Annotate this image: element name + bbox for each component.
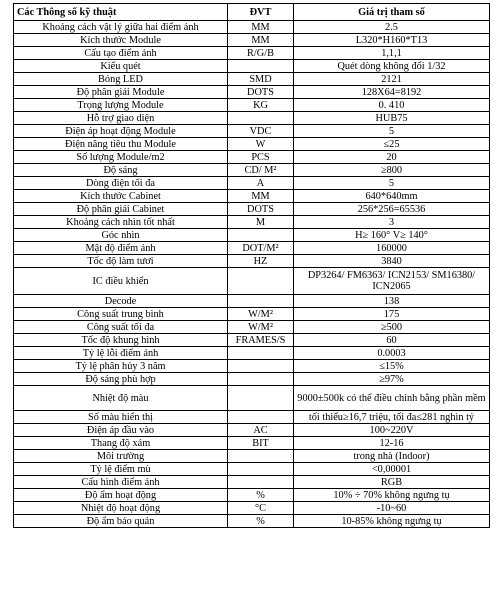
parameter-cell: Bóng LED bbox=[14, 73, 228, 86]
value-cell: trong nhà (Indoor) bbox=[294, 450, 490, 463]
table-row bbox=[14, 99, 490, 112]
parameter-cell: Điện áp hoạt động Module bbox=[14, 125, 228, 138]
table-row bbox=[14, 125, 490, 138]
value-cell: 3 bbox=[294, 216, 490, 229]
table-row bbox=[14, 203, 490, 216]
value-cell: 2.5 bbox=[294, 21, 490, 34]
value-cell: 5 bbox=[294, 125, 490, 138]
table-row bbox=[14, 112, 490, 125]
unit-cell: % bbox=[228, 489, 294, 502]
value-cell: 160000 bbox=[294, 242, 490, 255]
value-cell: 175 bbox=[294, 308, 490, 321]
unit-cell: W bbox=[228, 138, 294, 151]
parameter-cell: Độ phân giải Module bbox=[14, 86, 228, 99]
parameter-cell: Khoảng cách nhìn tốt nhất bbox=[14, 216, 228, 229]
value-cell: 3840 bbox=[294, 255, 490, 268]
value-cell: H≥ 160° V≥ 140° bbox=[294, 229, 490, 242]
parameter-cell: Số màu hiển thị bbox=[14, 411, 228, 424]
table-row bbox=[14, 386, 490, 411]
table-row bbox=[14, 164, 490, 177]
table-row bbox=[14, 268, 490, 295]
header-value: Giá trị tham số bbox=[294, 4, 490, 21]
table-row bbox=[14, 60, 490, 73]
parameter-cell: IC điều khiển bbox=[14, 268, 228, 295]
header-parameter: Các Thông số kỹ thuật bbox=[14, 4, 228, 21]
unit-cell bbox=[228, 450, 294, 463]
unit-cell bbox=[228, 347, 294, 360]
unit-cell: MM bbox=[228, 34, 294, 47]
parameter-cell: Hỗ trợ giao diện bbox=[14, 112, 228, 125]
parameter-cell: Tỷ lệ lỗi điểm ảnh bbox=[14, 347, 228, 360]
value-cell: 0.0003 bbox=[294, 347, 490, 360]
table-row bbox=[14, 190, 490, 203]
unit-cell: AC bbox=[228, 424, 294, 437]
value-cell: ≥97% bbox=[294, 373, 490, 386]
parameter-cell: Độ ẩm bảo quản bbox=[14, 515, 228, 528]
table-row bbox=[14, 515, 490, 528]
table-row bbox=[14, 437, 490, 450]
parameter-cell: Điện áp đầu vào bbox=[14, 424, 228, 437]
unit-cell: % bbox=[228, 515, 294, 528]
parameter-cell: Thang độ xám bbox=[14, 437, 228, 450]
value-cell: 1,1,1 bbox=[294, 47, 490, 60]
parameter-cell: Mật độ điểm ảnh bbox=[14, 242, 228, 255]
parameter-cell: Góc nhìn bbox=[14, 229, 228, 242]
value-cell: -10~60 bbox=[294, 502, 490, 515]
value-cell: 138 bbox=[294, 295, 490, 308]
unit-cell bbox=[228, 268, 294, 295]
table-row bbox=[14, 424, 490, 437]
value-cell: <0,00001 bbox=[294, 463, 490, 476]
unit-cell bbox=[228, 373, 294, 386]
unit-cell: MM bbox=[228, 190, 294, 203]
table-row bbox=[14, 21, 490, 34]
parameter-cell: Độ sáng phù hợp bbox=[14, 373, 228, 386]
header-unit: ĐVT bbox=[228, 4, 294, 21]
table-row bbox=[14, 373, 490, 386]
value-cell: L320*H160*T13 bbox=[294, 34, 490, 47]
value-cell: Quét dòng không đổi 1/32 bbox=[294, 60, 490, 73]
table-row bbox=[14, 476, 490, 489]
parameter-cell: Độ ẩm hoạt động bbox=[14, 489, 228, 502]
value-cell: 9000±500k có thể điều chỉnh bằng phần mềm bbox=[294, 386, 490, 411]
unit-cell: W/M² bbox=[228, 321, 294, 334]
unit-cell: HZ bbox=[228, 255, 294, 268]
unit-cell: SMD bbox=[228, 73, 294, 86]
parameter-cell: Môi trường bbox=[14, 450, 228, 463]
table-row bbox=[14, 255, 490, 268]
parameter-cell: Nhiệt độ hoạt động bbox=[14, 502, 228, 515]
table-row bbox=[14, 334, 490, 347]
table-row bbox=[14, 463, 490, 476]
value-cell: 0. 410 bbox=[294, 99, 490, 112]
parameter-cell: Tốc độ làm tươi bbox=[14, 255, 228, 268]
table-row bbox=[14, 242, 490, 255]
parameter-cell: Cấu hình điểm ảnh bbox=[14, 476, 228, 489]
value-cell: RGB bbox=[294, 476, 490, 489]
value-cell: 60 bbox=[294, 334, 490, 347]
value-cell: 2121 bbox=[294, 73, 490, 86]
table-row bbox=[14, 34, 490, 47]
parameter-cell: Độ phân giải Cabinet bbox=[14, 203, 228, 216]
unit-cell: PCS bbox=[228, 151, 294, 164]
value-cell: ≥500 bbox=[294, 321, 490, 334]
value-cell: 12-16 bbox=[294, 437, 490, 450]
parameter-cell: Tỷ lệ điểm mù bbox=[14, 463, 228, 476]
value-cell: ≥800 bbox=[294, 164, 490, 177]
unit-cell: CD/ M² bbox=[228, 164, 294, 177]
unit-cell: VDC bbox=[228, 125, 294, 138]
unit-cell bbox=[228, 112, 294, 125]
parameter-cell: Kiểu quét bbox=[14, 60, 228, 73]
value-cell: ≤15% bbox=[294, 360, 490, 373]
value-cell: 128X64=8192 bbox=[294, 86, 490, 99]
parameter-cell: Điện năng tiêu thu Module bbox=[14, 138, 228, 151]
value-cell: HUB75 bbox=[294, 112, 490, 125]
unit-cell: MM bbox=[228, 21, 294, 34]
unit-cell bbox=[228, 295, 294, 308]
table-row bbox=[14, 216, 490, 229]
parameter-cell: Công suất tối đa bbox=[14, 321, 228, 334]
parameter-cell: Khoảng cách vật lý giữa hai điểm ảnh bbox=[14, 21, 228, 34]
parameter-cell: Trọng lượng Module bbox=[14, 99, 228, 112]
unit-cell: KG bbox=[228, 99, 294, 112]
parameter-cell: Kích thước Cabinet bbox=[14, 190, 228, 203]
spec-table-body bbox=[14, 21, 490, 528]
unit-cell: DOTS bbox=[228, 86, 294, 99]
table-row bbox=[14, 229, 490, 242]
value-cell: DP3264/ FM6363/ ICN2153/ SM16380/ ICN2065 bbox=[294, 268, 490, 295]
unit-cell bbox=[228, 360, 294, 373]
parameter-cell: Số lượng Module/m2 bbox=[14, 151, 228, 164]
table-row bbox=[14, 177, 490, 190]
table-row bbox=[14, 73, 490, 86]
header-row bbox=[14, 4, 490, 21]
parameter-cell: Kích thước Module bbox=[14, 34, 228, 47]
parameter-cell: Cấu tạo điểm ảnh bbox=[14, 47, 228, 60]
value-cell: 256*256=65536 bbox=[294, 203, 490, 216]
unit-cell bbox=[228, 463, 294, 476]
unit-cell: FRAMES/S bbox=[228, 334, 294, 347]
table-row bbox=[14, 411, 490, 424]
value-cell: 10% ÷ 70% không ngưng tụ bbox=[294, 489, 490, 502]
unit-cell: A bbox=[228, 177, 294, 190]
unit-cell bbox=[228, 411, 294, 424]
parameter-cell: Dòng điện tối đa bbox=[14, 177, 228, 190]
unit-cell: R/G/B bbox=[228, 47, 294, 60]
parameter-cell: Độ sáng bbox=[14, 164, 228, 177]
unit-cell: DOTS bbox=[228, 203, 294, 216]
table-row bbox=[14, 450, 490, 463]
unit-cell: M bbox=[228, 216, 294, 229]
parameter-cell: Nhiệt độ màu bbox=[14, 386, 228, 411]
value-cell: 100~220V bbox=[294, 424, 490, 437]
unit-cell bbox=[228, 476, 294, 489]
unit-cell: BIT bbox=[228, 437, 294, 450]
table-row bbox=[14, 138, 490, 151]
value-cell: 20 bbox=[294, 151, 490, 164]
table-row bbox=[14, 308, 490, 321]
unit-cell: W/M² bbox=[228, 308, 294, 321]
value-cell: 5 bbox=[294, 177, 490, 190]
table-row bbox=[14, 321, 490, 334]
unit-cell bbox=[228, 60, 294, 73]
parameter-cell: Công suất trung bình bbox=[14, 308, 228, 321]
table-row bbox=[14, 295, 490, 308]
table-row bbox=[14, 502, 490, 515]
table-row bbox=[14, 47, 490, 60]
unit-cell: DOT/M² bbox=[228, 242, 294, 255]
table-row bbox=[14, 151, 490, 164]
value-cell: 10-85% không ngưng tụ bbox=[294, 515, 490, 528]
table-row bbox=[14, 360, 490, 373]
value-cell: tối thiểu≥16,7 triệu, tối đa≤281 nghìn tỷ bbox=[294, 411, 490, 424]
unit-cell bbox=[228, 386, 294, 411]
unit-cell: °C bbox=[228, 502, 294, 515]
value-cell: ≤25 bbox=[294, 138, 490, 151]
table-row bbox=[14, 86, 490, 99]
parameter-cell: Tỷ lệ phân hủy 3 năm bbox=[14, 360, 228, 373]
unit-cell bbox=[228, 229, 294, 242]
value-cell: 640*640mm bbox=[294, 190, 490, 203]
spec-table bbox=[13, 3, 490, 528]
parameter-cell: Tốc độ khung hình bbox=[14, 334, 228, 347]
table-row bbox=[14, 489, 490, 502]
parameter-cell: Decode bbox=[14, 295, 228, 308]
table-row bbox=[14, 347, 490, 360]
